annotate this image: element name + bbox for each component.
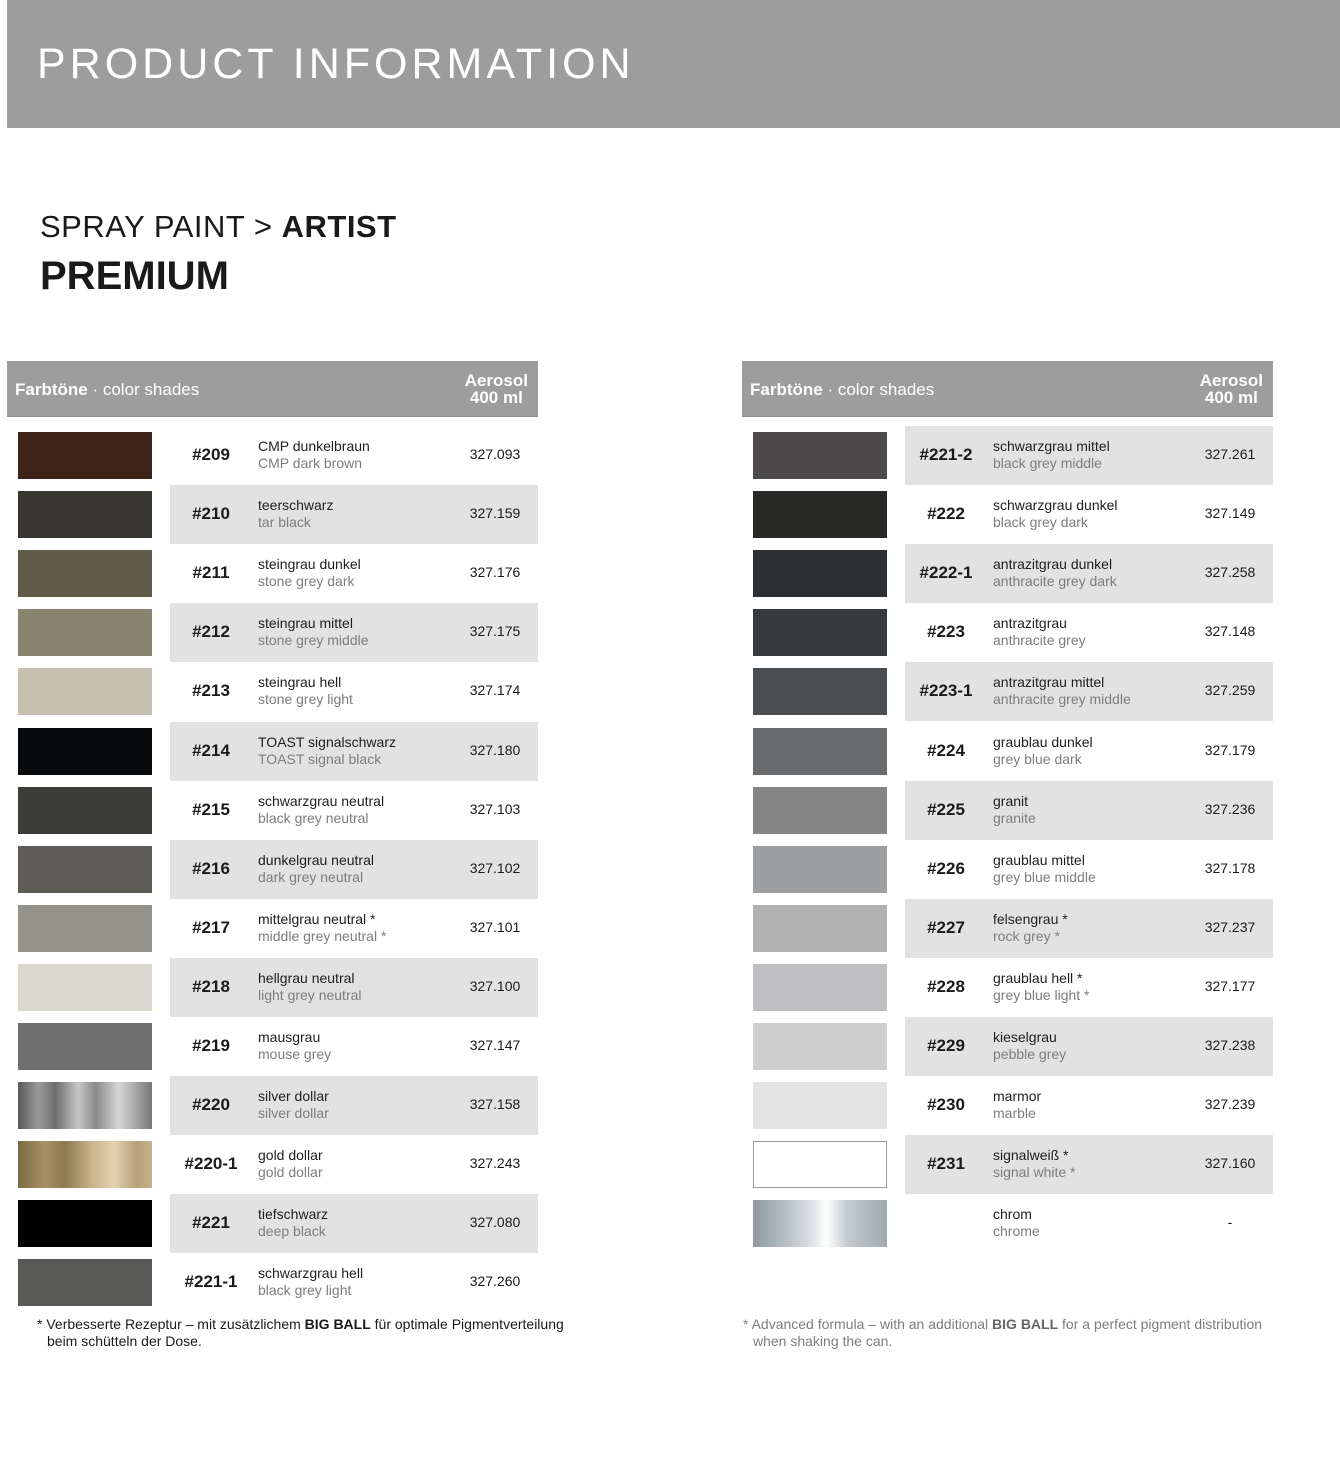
color-swatch (753, 787, 887, 834)
article-number: 327.179 (1204, 741, 1256, 758)
color-names (993, 1147, 1076, 1181)
color-names (258, 1147, 323, 1181)
table-row (742, 1135, 1273, 1194)
color-swatch (18, 1141, 152, 1188)
color-names (993, 556, 1117, 590)
table-row (742, 1194, 1273, 1253)
table-row (7, 722, 538, 781)
color-shades-header (750, 380, 934, 400)
color-swatch (753, 1082, 887, 1129)
color-code: #223 (927, 622, 965, 642)
color-swatch (18, 668, 152, 715)
table-row (742, 781, 1273, 840)
color-swatch (753, 668, 887, 715)
color-names (258, 615, 369, 649)
color-names (993, 734, 1093, 768)
color-name-de: granit (993, 792, 1029, 809)
color-names (993, 911, 1068, 945)
color-code: #216 (192, 858, 230, 878)
footnote-german (37, 1316, 564, 1350)
color-code: #221 (192, 1213, 230, 1233)
aerosol-volume: 400 ml (1204, 388, 1258, 407)
color-swatch (18, 964, 152, 1011)
color-name-de: chrom (993, 1206, 1032, 1223)
color-code: #225 (927, 799, 965, 819)
color-swatch (18, 491, 152, 538)
color-name-en: rock grey * (993, 927, 1060, 944)
article-number: 327.093 (469, 446, 521, 462)
article-number: 327.258 (1204, 564, 1256, 581)
color-name-de: graublau mittel (993, 851, 1085, 868)
color-name-en: anthracite grey (993, 632, 1086, 649)
color-names (993, 852, 1096, 886)
color-names (258, 1029, 331, 1063)
color-swatch (753, 1141, 887, 1188)
color-code: #224 (927, 740, 965, 760)
table-row (742, 958, 1273, 1017)
article-number: 327.102 (469, 859, 521, 876)
table-row (7, 662, 538, 721)
color-names (258, 497, 333, 531)
table-row (742, 840, 1273, 899)
article-number: 327.149 (1204, 505, 1256, 522)
category-path: SPRAY PAINT > (40, 209, 282, 244)
color-name-en: anthracite grey middle (993, 691, 1131, 708)
color-swatch (753, 609, 887, 656)
footnote-bold: BIG BALL (992, 1316, 1059, 1332)
color-names (993, 497, 1118, 531)
header-de: Farbtöne (750, 380, 823, 399)
color-name-de: kieselgrau (993, 1029, 1057, 1045)
color-name-de: mausgrau (258, 1029, 321, 1045)
article-number: 327.175 (469, 623, 521, 640)
color-name-de: dunkelgrau neutral (258, 851, 374, 868)
table-row (7, 1253, 538, 1312)
color-code: #230 (927, 1095, 965, 1115)
article-number: 327.101 (469, 918, 521, 935)
color-name-de: teerschwarz (258, 497, 334, 514)
table-row (742, 899, 1273, 958)
aerosol-label: Aerosol (1199, 371, 1263, 390)
color-code: #209 (192, 445, 230, 464)
color-names (993, 970, 1090, 1004)
table-row (7, 603, 538, 662)
color-names (258, 556, 361, 590)
color-name-de: antrazitgrau dunkel (993, 556, 1113, 573)
color-name-de: silver dollar (258, 1088, 329, 1105)
footnote-english (743, 1316, 1262, 1350)
color-name-en: chrome (993, 1223, 1040, 1240)
color-swatch (753, 491, 887, 538)
footnote-text: für optimale Pigmentverteilung (370, 1316, 564, 1332)
color-names (993, 793, 1036, 827)
table-row (7, 1135, 538, 1194)
color-name-de: mittelgrau neutral * (258, 910, 376, 927)
color-name-de: TOAST signalschwarz (258, 733, 396, 750)
color-name-de: marmor (993, 1088, 1042, 1105)
color-name-de: schwarzgrau mittel (993, 438, 1110, 454)
table-row (742, 1017, 1273, 1076)
color-code: #212 (192, 622, 230, 642)
article-number: 327.236 (1204, 800, 1256, 817)
table-row (7, 1017, 538, 1076)
color-names (258, 674, 353, 708)
footnote-text: * Verbesserte Rezeptur – mit zusätzlichem (37, 1316, 305, 1332)
color-name-en: stone grey light (258, 691, 353, 708)
table-header (7, 361, 538, 417)
article-number: 327.260 (469, 1273, 521, 1290)
color-name-en: mouse grey (258, 1046, 332, 1062)
table-row (7, 899, 538, 958)
article-number: 327.261 (1204, 446, 1256, 462)
color-code: #210 (192, 504, 230, 524)
table-row (7, 958, 538, 1017)
color-code: #214 (192, 740, 230, 760)
color-name-de: antrazitgrau (993, 615, 1067, 632)
color-name-en: gold dollar (258, 1164, 323, 1181)
article-number: 327.180 (469, 741, 521, 758)
color-name-en: stone grey dark (258, 573, 355, 590)
color-code: #221-1 (184, 1272, 238, 1292)
article-number: 327.147 (469, 1037, 521, 1053)
aerosol-label: Aerosol (464, 371, 528, 390)
color-swatch (18, 1259, 152, 1306)
footnote-line2: when shaking the can. (753, 1333, 893, 1349)
article-number: 327.259 (1204, 682, 1256, 699)
table-row (7, 544, 538, 603)
color-code: #221-2 (919, 445, 973, 464)
color-code: #211 (192, 563, 230, 583)
article-number: 327.080 (469, 1214, 521, 1231)
color-name-de: schwarzgrau dunkel (993, 497, 1118, 514)
color-code: #220 (192, 1095, 230, 1115)
color-name-de: gold dollar (258, 1147, 323, 1164)
color-names (993, 674, 1131, 708)
color-table-right (742, 361, 1273, 1240)
footnote-line2: beim schütteln der Dose. (47, 1333, 202, 1349)
color-names (993, 1206, 1040, 1240)
article-number: 327.100 (469, 977, 521, 994)
color-swatch (753, 728, 887, 775)
color-code: #222 (927, 504, 965, 524)
footnote-bold: BIG BALL (304, 1316, 371, 1332)
table-row (742, 544, 1273, 603)
article-number: 327.159 (469, 505, 521, 522)
table-row (7, 781, 538, 840)
color-code: #229 (927, 1036, 965, 1055)
color-name-de: hellgrau neutral (258, 969, 355, 986)
color-names (993, 438, 1110, 472)
color-swatch (18, 905, 152, 952)
category-name: ARTIST (281, 209, 397, 244)
color-swatch (753, 846, 887, 893)
table-header (742, 361, 1273, 417)
color-name-de: graublau dunkel (993, 733, 1093, 750)
table-row (7, 1076, 538, 1135)
color-names (993, 1088, 1041, 1122)
color-shades-header (15, 380, 199, 400)
color-name-en: granite (993, 809, 1036, 826)
article-number: 327.177 (1204, 977, 1256, 994)
product-line-title: PREMIUM (40, 254, 229, 298)
table-row (742, 722, 1273, 781)
color-names (993, 1029, 1066, 1063)
color-code: #228 (927, 976, 965, 996)
color-name-en: marble (993, 1105, 1036, 1122)
color-name-de: felsengrau * (993, 910, 1068, 927)
color-names (258, 852, 374, 886)
article-number: 327.238 (1204, 1037, 1256, 1053)
color-code: #218 (192, 976, 230, 996)
color-swatch (18, 728, 152, 775)
header-en: color shades (102, 380, 200, 399)
color-names (258, 911, 386, 945)
color-name-en: stone grey middle (258, 632, 369, 649)
article-number: 327.239 (1204, 1096, 1256, 1113)
color-swatch (18, 1023, 152, 1070)
color-swatch (753, 1200, 887, 1247)
color-name-de: schwarzgrau neutral (258, 792, 385, 809)
header-sep: · (822, 380, 838, 399)
article-number: 327.160 (1204, 1155, 1256, 1172)
color-swatch (18, 432, 152, 479)
aerosol-header (1200, 372, 1263, 406)
table-row (742, 485, 1273, 544)
color-name-en: pebble grey (993, 1046, 1067, 1062)
article-number: 327.178 (1204, 859, 1256, 876)
color-name-de: CMP dunkelbraun (258, 438, 370, 454)
color-swatch (753, 964, 887, 1011)
color-name-en: silver dollar (258, 1105, 329, 1122)
color-name-en: dark grey neutral (258, 868, 364, 885)
color-name-en: light grey neutral (258, 986, 362, 1003)
color-name-en: middle grey neutral * (258, 927, 387, 944)
color-name-de: tiefschwarz (258, 1206, 329, 1223)
color-name-en: grey blue middle (993, 868, 1096, 885)
color-names (258, 793, 384, 827)
color-code: #213 (192, 681, 230, 701)
color-name-de: steingrau mittel (258, 615, 353, 632)
color-name-en: grey blue dark (993, 750, 1082, 767)
color-name-en: black grey neutral (258, 809, 369, 826)
article-number: 327.103 (469, 800, 521, 817)
article-number: 327.158 (469, 1096, 521, 1113)
color-swatch (18, 846, 152, 893)
table-row (742, 603, 1273, 662)
article-number: 327.237 (1204, 918, 1256, 935)
table-row (7, 426, 538, 485)
table-row (742, 426, 1273, 485)
header-de: Farbtöne (15, 380, 88, 399)
table-row (7, 485, 538, 544)
color-name-de: graublau hell * (993, 969, 1083, 986)
color-names (258, 438, 370, 472)
color-code: #219 (192, 1036, 230, 1055)
color-name-en: black grey middle (993, 455, 1102, 471)
color-swatch (18, 1082, 152, 1129)
color-swatch (18, 787, 152, 834)
color-names (993, 615, 1086, 649)
color-swatch (753, 432, 887, 479)
color-code: #222-1 (919, 563, 973, 583)
article-number: 327.176 (469, 564, 521, 581)
category-heading (40, 209, 397, 245)
color-names (258, 1088, 329, 1122)
color-swatch (753, 1023, 887, 1070)
color-name-en: grey blue light * (993, 986, 1090, 1003)
color-table-left (7, 361, 538, 1299)
color-name-en: black grey dark (993, 514, 1088, 531)
color-code: #215 (192, 799, 230, 819)
color-swatch (18, 609, 152, 656)
color-name-de: schwarzgrau hell (258, 1265, 364, 1282)
color-code: #227 (927, 917, 965, 937)
color-name-de: antrazitgrau mittel (993, 674, 1105, 691)
color-names (258, 970, 362, 1004)
footnote-text: * Advanced formula – with an additional (743, 1316, 993, 1332)
color-swatch (18, 1200, 152, 1247)
aerosol-header (465, 372, 528, 406)
article-number: 327.148 (1204, 623, 1256, 640)
banner-title: PRODUCT INFORMATION (37, 40, 635, 88)
color-swatch (18, 550, 152, 597)
color-name-en: black grey light (258, 1282, 352, 1299)
color-code: #226 (927, 858, 965, 878)
article-number: - (1227, 1214, 1233, 1231)
table-row (7, 840, 538, 899)
color-swatch (753, 905, 887, 952)
color-name-en: tar black (258, 514, 311, 531)
header-en: color shades (837, 380, 935, 399)
color-name-de: steingrau dunkel (258, 556, 361, 573)
article-number: 327.243 (469, 1155, 521, 1172)
color-name-en: TOAST signal black (258, 750, 382, 767)
color-code: #220-1 (184, 1154, 238, 1174)
color-names (258, 1265, 363, 1299)
table-row (742, 662, 1273, 721)
color-code: #231 (927, 1154, 965, 1174)
color-code: #217 (192, 917, 230, 937)
color-names (258, 1206, 328, 1240)
color-name-de: steingrau hell (258, 674, 342, 691)
article-number: 327.174 (469, 682, 521, 699)
color-name-en: anthracite grey dark (993, 573, 1117, 590)
color-name-en: signal white * (993, 1164, 1076, 1181)
header-sep: · (87, 380, 103, 399)
color-swatch (753, 550, 887, 597)
color-name-en: CMP dark brown (258, 455, 363, 471)
color-name-en: deep black (258, 1223, 326, 1240)
aerosol-volume: 400 ml (469, 388, 523, 407)
color-names (258, 734, 396, 768)
color-name-de: signalweiß * (993, 1147, 1069, 1164)
table-row (742, 1076, 1273, 1135)
color-code: #223-1 (919, 681, 973, 701)
footnote-text: for a perfect pigment distribution (1058, 1316, 1263, 1332)
header-banner (7, 0, 1340, 128)
table-row (7, 1194, 538, 1253)
